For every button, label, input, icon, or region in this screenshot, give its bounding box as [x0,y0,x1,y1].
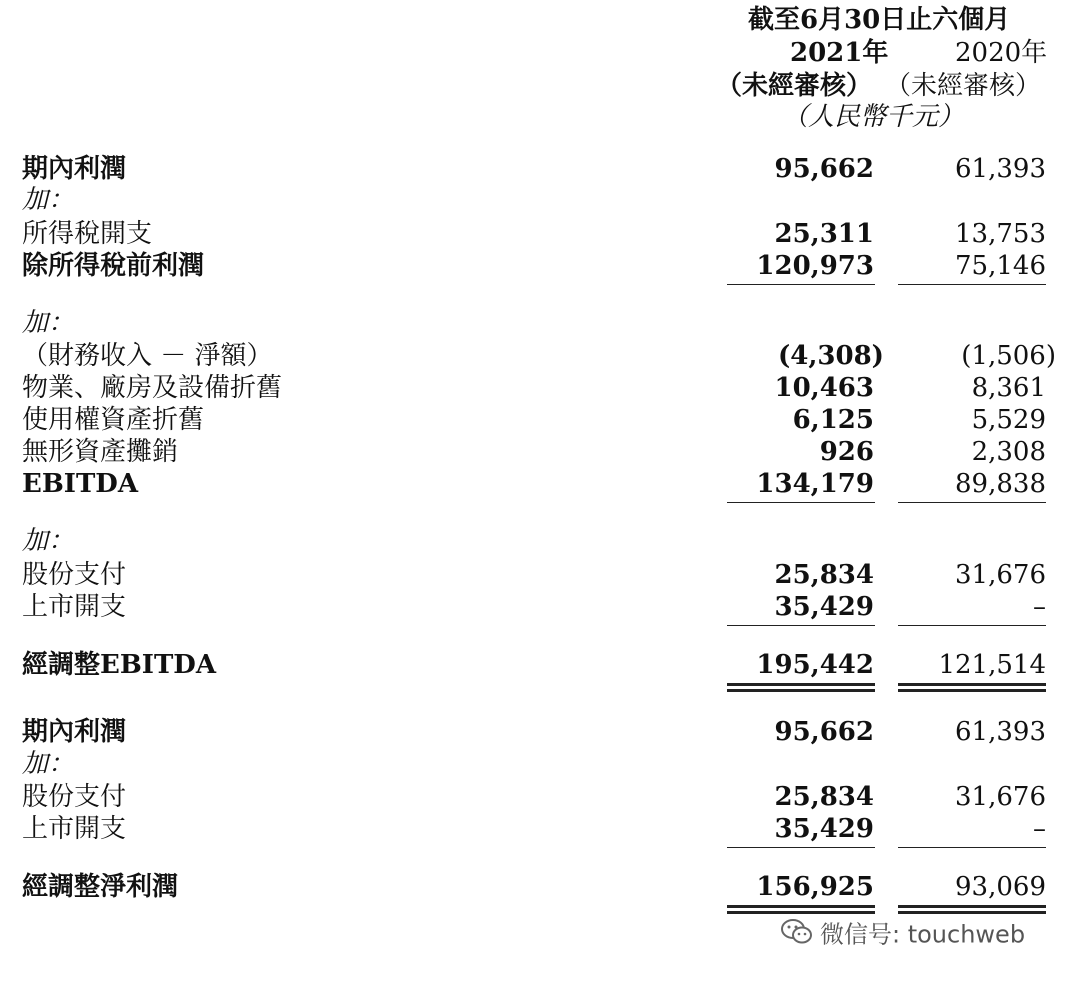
watermark [780,918,1025,953]
subtotal-rule [898,847,1046,848]
value-2020: 75,146 [955,251,1046,281]
value-2020: 31,676 [955,560,1046,590]
row-label: 使用權資產折舊 [22,405,205,435]
value-2020: – [1033,592,1046,622]
table-row [0,716,1080,748]
value-2021: 95,662 [774,717,874,747]
row-label: 期內利潤 [22,717,127,747]
row-label: 無形資產攤銷 [22,437,179,467]
year-2021-header: 2021年 [790,38,889,68]
row-label: 除所得稅前利潤 [22,251,205,281]
table-row [0,372,1080,404]
row-label: 股份支付 [22,782,127,812]
value-2021: 6,125 [792,405,874,435]
row-label: 加： [22,749,75,779]
year-2020-header: 2020年 [955,38,1048,68]
row-label: 上市開支 [22,814,127,844]
table-row [0,649,1080,681]
value-2021: 926 [819,437,874,467]
value-2021: 10,463 [774,373,874,403]
total-double-rule [898,905,1046,908]
row-label: 上市開支 [22,592,127,622]
table-row [0,781,1080,813]
watermark-text: 微信号: touchweb [820,920,1026,949]
subtotal-rule [898,502,1046,503]
row-label: 股份支付 [22,560,127,590]
row-label: 所得稅開支 [22,219,153,249]
wechat-icon [780,918,814,953]
total-double-rule [898,689,1046,692]
table-row [0,404,1080,436]
value-2020: – [1033,814,1046,844]
value-2021: 195,442 [756,650,874,680]
table-row [0,436,1080,468]
subtotal-rule [727,502,875,503]
table-row [0,153,1080,185]
value-2021: 95,662 [774,154,874,184]
table-row [0,307,1080,339]
value-2020: 121,514 [938,650,1046,680]
row-label: 物業、廠房及設備折舊 [22,373,283,403]
row-label: 經調整淨利潤 [22,872,179,902]
table-row [0,748,1080,780]
value-2021: 25,834 [774,560,874,590]
row-label: 加： [22,185,75,215]
period-header: 截至6月30日止六個月 [748,5,1011,35]
value-2020: 93,069 [955,872,1046,902]
row-label: 加： [22,526,75,556]
unit-header: （人民幣千元） [782,102,965,132]
value-2020: 61,393 [955,154,1046,184]
table-row [0,559,1080,591]
subtotal-rule [727,625,875,626]
subtotal-rule [727,284,875,285]
unaudited-2020-header: （未經審核） [885,71,1042,101]
total-double-rule [727,911,875,914]
total-double-rule [727,905,875,908]
value-2020: 8,361 [971,373,1046,403]
row-label: 期內利潤 [22,154,127,184]
subtotal-rule [898,284,1046,285]
table-row [0,250,1080,282]
value-2020: 13,753 [955,219,1046,249]
row-label: （財務收入 － 淨額） [22,341,273,371]
total-double-rule [727,689,875,692]
table-row [0,184,1080,216]
value-2020: 31,676 [955,782,1046,812]
subtotal-rule [727,847,875,848]
value-2021: (4,308) [777,341,884,371]
unaudited-2021-header: （未經審核） [716,71,873,101]
row-label: 經調整EBITDA [22,650,217,680]
value-2020: 5,529 [971,405,1046,435]
value-2021: 25,834 [774,782,874,812]
value-2021: 25,311 [774,219,874,249]
value-2020: (1,506) [961,341,1056,371]
row-label: EBITDA [22,469,139,499]
value-2021: 35,429 [774,814,874,844]
table-row [0,218,1080,250]
value-2021: 156,925 [756,872,874,902]
value-2021: 134,179 [756,469,874,499]
value-2021: 120,973 [756,251,874,281]
value-2021: 35,429 [774,592,874,622]
table-row [0,525,1080,557]
total-double-rule [727,683,875,686]
value-2020: 2,308 [971,437,1046,467]
row-label: 加： [22,308,75,338]
table-row [0,468,1080,500]
value-2020: 61,393 [955,717,1046,747]
table-row [0,871,1080,903]
subtotal-rule [898,625,1046,626]
table-row [0,340,1080,372]
table-row [0,591,1080,623]
total-double-rule [898,911,1046,914]
value-2020: 89,838 [955,469,1046,499]
total-double-rule [898,683,1046,686]
table-row [0,813,1080,845]
